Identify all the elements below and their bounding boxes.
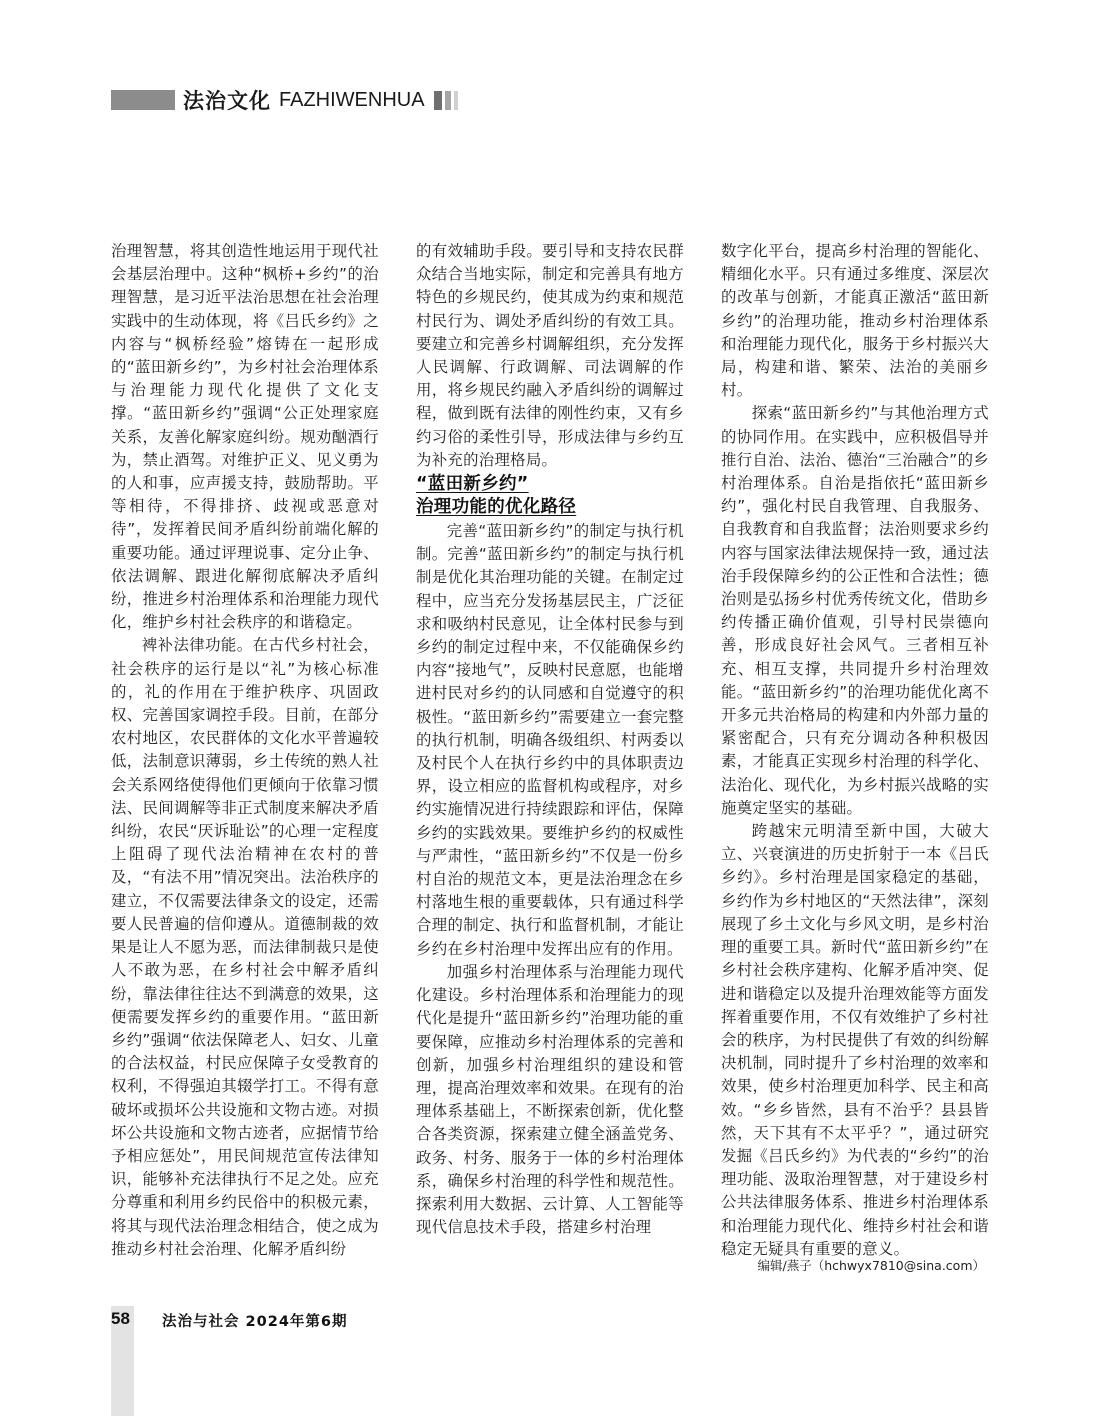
section-header xyxy=(111,88,461,112)
text-column-1 xyxy=(111,240,379,1261)
paragraph: 裨补法律功能。在古代乡村社会，社会秩序的运行是以“礼”为核心标准的，礼的作用在于维护秩序、巩固政权、完善国家调控手段。目前，在部分农村地区，农民群体的文化水平普遍较低，法制意识薄弱，乡土传统的熟人社会关系网络使得他们更倾向于依靠习惯法、民间调解等非正式制度来解决矛盾纠纷，农民“厌诉耻讼”的心理一定程度上阻碍了现代法治精神在农村的普及，“有法不用”情况突出。法治秩序的建立，不仅需要法律条文的设定，还需要人民普遍的信仰遵从。道德制裁的效果是让人不愿为恶，而法律制裁只是使人不敢为恶，在乡村社会中解矛盾纠纷，靠法律往往达不到满意的效果，这便需要发挥乡约的重要作用。“蓝田新乡约”强调“依法保障老人、妇女、儿童的合法权益，村民应保障子女受教育的权利，不得强迫其辍学打工。不得有意破坏或损坏公共设施和文物古迹。对损坏公共设施和文物古迹者，应据情节给予相应惩处”，用民间规范宣传法律知识，能够补充法律执行不足之处。应充分尊重和利用乡约民俗中的积极元素，将其与现代法治理念相结合，使之成为推动乡村社会治理、化解矛盾纠纷 xyxy=(111,636,379,1258)
text-column-2 xyxy=(416,240,684,1239)
header-bar-decoration xyxy=(111,90,175,110)
section-title-en: FAZHIWENHUA xyxy=(279,88,425,111)
section-title-cn: 法治文化 xyxy=(183,89,271,113)
paragraph: 加强乡村治理体系与治理能力现代化建设。乡村治理体系和治理能力的现代化是提升“蓝田新乡约”治理功能的重要保障，应推动乡村治理体系的完善和创新，加强乡村治理组织的建设和管理，提高治理效率和效果。在现有的治理体系基础上，不断探索创新，优化整合各类资源，探索建立健全涵盖党务、政务、村务、服务于一体的乡村治理体系，确保乡村治理的科学性和规范性。探索利用大数据、云计算、人工智能等现代信息技术手段，搭建乡村治理 xyxy=(416,962,684,1237)
editor-credit: 编辑/燕子（hchwyx7810@sina.com） xyxy=(757,1258,985,1273)
paragraph: 数字化平台，提高乡村治理的智能化、精细化水平。只有通过多维度、深层次的改革与创新，才能真正激活“蓝田新乡约”的治理功能，推动乡村治理体系和治理能力现代化，服务于乡村振兴大局，构建和谐、繁荣、法治的美丽乡村。 xyxy=(721,242,989,400)
page-number: 58 xyxy=(111,1309,130,1328)
text-column-3 xyxy=(721,240,989,1261)
header-blocks-decoration xyxy=(434,91,461,110)
journal-issue: 法治与社会 2024年第6期 xyxy=(162,1314,348,1330)
section-heading xyxy=(416,473,684,519)
section-heading-line-1: “蓝田新乡约” xyxy=(416,474,529,495)
paragraph: 探索“蓝田新乡约”与其他治理方式的协同作用。在实践中，应积极倡导并推行自治、法治、德治“三治融合”的乡村治理体系。自治是指依托“蓝田新乡约”，强化村民自我管理、自我服务、自我教育和自我监督；法治则要求乡约内容与国家法律法规保持一致，通过法治手段保障乡约的公正性和合法性；德治则是弘扬乡村优秀传统文化，借助乡约传播正确价值观，引导村民崇德向善，形成良好社会风气。三者相互补充、相互支撑，共同提升乡村治理效能。“蓝田新乡约”的治理功能优化离不开多元共治格局的构建和内外部力量的紧密配合，只有充分调动各种积极因素，才能真正实现乡村治理的科学化、法治化、现代化，为乡村振兴战略的实施奠定坚实的基础。 xyxy=(721,404,989,817)
paragraph: 治理智慧，将其创造性地运用于现代社会基层治理中。这种“枫桥+乡约”的治理智慧，是习近平法治思想在社会治理实践中的生动体现，将《吕氏乡约》之内容与“枫桥经验”熔铸在一起形成的“蓝田新乡约”，为乡村社会治理体系与治理能力现代化提供了文化支撑。“蓝田新乡约”强调“公正处理家庭关系，友善化解家庭纠纷。规劝酗酒行为，禁止酒驾。对维护正义、见义勇为的人和事，应声援支持，鼓励帮助。平等相待，不得排挤、歧视或恶意对待”，发挥着民间矛盾纠纷前端化解的重要功能。通过评理说事、定分止争、依法调解、跟进化解彻底解决矛盾纠纷，推进乡村治理体系和治理能力现代化，维护乡村社会秩序的和谐稳定。 xyxy=(111,242,379,632)
paragraph: 的有效辅助手段。要引导和支持农民群众结合当地实际，制定和完善具有地方特色的乡规民约，使其成为约束和规范村民行为、调处矛盾纠纷的有效工具。要建立和完善乡村调解组织，充分发挥人民调解、行政调解、司法调解的作用，将乡规民约融入矛盾纠纷的调解过程，做到既有法律的刚性约束，又有乡约习俗的柔性引导，形成法律与乡约互为补充的治理格局。 xyxy=(416,242,684,469)
paragraph: 完善“蓝田新乡约”的制定与执行机制。完善“蓝田新乡约”的制定与执行机制是优化其治理功能的关键。在制定过程中，应当充分发扬基层民主，广泛征求和吸纳村民意见，让全体村民参与到乡约的制定过程中来，不仅能确保乡约内容“接地气”，反映村民意愿，也能增进村民对乡约的认同感和自觉遵守的积极性。“蓝田新乡约”需要建立一套完整的执行机制，明确各级组织、村两委以及村民个人在执行乡约中的具体职责边界，设立相应的监督机构或程序，对乡约实施情况进行持续跟踪和评估，保障乡约的实践效果。要维护乡约的权威性与严肃性，“蓝田新乡约”不仅是一份乡村自治的规范文本，更是法治理念在乡村落地生根的重要载体，只有通过科学合理的制定、执行和监督机制，才能让乡约在乡村治理中发挥出应有的作用。 xyxy=(416,522,684,958)
paragraph: 跨越宋元明清至新中国，大破大立、兴衰演进的历史折射于一本《吕氏乡约》。乡村治理是国家稳定的基础，乡约作为乡村地区的“天然法律”，深刻展现了乡土文化与乡风文明，是乡村治理的重要工具。新时代“蓝田新乡约”在乡村社会秩序建构、化解矛盾冲突、促进和谐稳定以及提升治理效能等方面发挥着重要作用，不仅有效维护了乡村社会的秩序，为村民提供了有效的纠纷解决机制，同时提升了乡村治理的效率和效果，使乡村治理更加科学、民主和高效。“乡乡皆然，县有不治乎？县县皆然，天下其有不太平乎？”，通过研究发掘《吕氏乡约》为代表的“乡约”的治理功能、汲取治理智慧，对于建设乡村公共法律服务体系、推进乡村治理体系和治理能力现代化、维持乡村社会和谐稳定无疑具有重要的意义。 xyxy=(721,822,989,1258)
section-heading-line-2: 治理功能的优化路径 xyxy=(416,497,577,518)
